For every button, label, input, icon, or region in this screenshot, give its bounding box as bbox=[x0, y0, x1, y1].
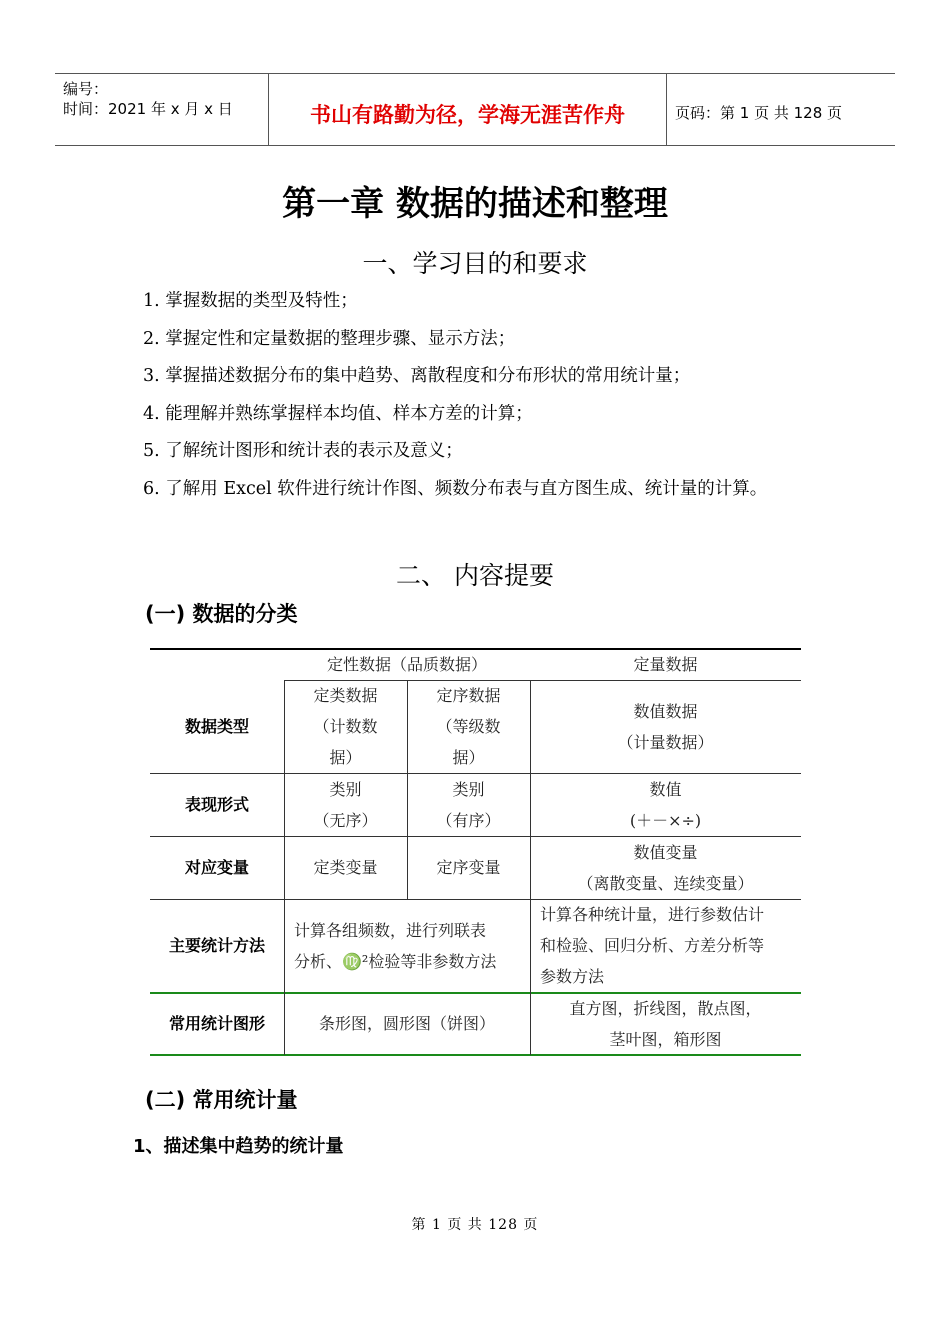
cell-line: (＋－×÷) bbox=[629, 810, 702, 830]
cell-line: 数值数据 bbox=[633, 701, 698, 721]
cell-line: 计算各种统计量，进行参数估计 bbox=[540, 905, 765, 924]
subsection-title-statistics: (二) 常用统计量 bbox=[145, 1088, 298, 1112]
cell-variable-ordinal: 定序变量 bbox=[436, 858, 501, 877]
page-header bbox=[55, 73, 895, 146]
cell-line: （有序） bbox=[436, 810, 501, 830]
cell-variable-numeric bbox=[530, 836, 801, 899]
cell-form-ordinal bbox=[407, 773, 530, 836]
cell-line: （无序） bbox=[313, 810, 378, 830]
row-header-form: 表现形式 bbox=[184, 795, 249, 814]
cell-line: 和检验、回归分析、方差分析等 bbox=[540, 936, 765, 955]
goal-item: 5. 了解统计图形和统计表的表示及意义； bbox=[143, 441, 463, 461]
cell-line: 分析、♍²检验等非参数方法 bbox=[294, 951, 497, 971]
cell-method-qualitative bbox=[284, 899, 530, 992]
doc-number-label: 编号： bbox=[63, 80, 109, 98]
page-footer: 第 1 页 共 128 页 bbox=[411, 1217, 539, 1233]
cell-graph-qualitative: 条形图，圆形图（饼图） bbox=[318, 1014, 495, 1033]
cell-line: 定序数据 bbox=[436, 686, 501, 705]
cell-line: 参数方法 bbox=[540, 967, 605, 986]
header-motto-cell bbox=[268, 74, 667, 145]
cell-line: 类别 bbox=[452, 779, 485, 799]
cell-line: 计算各组频数，进行列联表 bbox=[294, 920, 487, 940]
cell-line: 数值 bbox=[649, 779, 682, 799]
goals-list bbox=[143, 286, 767, 511]
cell-nominal-data bbox=[284, 680, 407, 773]
cell-form-nominal bbox=[284, 773, 407, 836]
row-header-method: 主要统计方法 bbox=[168, 936, 265, 955]
header-page-label: 页码：第 1 页 共 128 页 bbox=[675, 104, 843, 122]
data-type-table bbox=[150, 648, 801, 1056]
header-meta-cell bbox=[55, 74, 268, 145]
cell-line: 类别 bbox=[329, 779, 362, 799]
document-title: 第一章 数据的描述和整理 bbox=[282, 184, 668, 224]
cell-line: 茎叶图，箱形图 bbox=[609, 1029, 722, 1049]
row-header-graph: 常用统计图形 bbox=[168, 1014, 265, 1033]
cell-line: 据） bbox=[329, 748, 362, 767]
goal-item: 2. 掌握定性和定量数据的整理步骤、显示方法； bbox=[143, 328, 516, 349]
goal-item: 1. 掌握数据的类型及特性； bbox=[143, 291, 358, 311]
cell-variable-nominal: 定类变量 bbox=[313, 858, 378, 877]
row-header-variable: 对应变量 bbox=[184, 858, 249, 877]
cell-line: （离散变量、连续变量） bbox=[577, 873, 754, 893]
cell-ordinal-data bbox=[407, 680, 530, 773]
section-title-goals: 一、学习目的和要求 bbox=[362, 249, 588, 278]
cell-numeric-data bbox=[530, 680, 801, 773]
cell-line: （等级数 bbox=[436, 717, 501, 736]
cell-form-numeric bbox=[530, 773, 801, 836]
goal-item: 6. 了解用 Excel 软件进行统计作图、频数分布表与直方图生成、统计量的计算。 bbox=[143, 478, 768, 499]
heading-central-tendency: 1、描述集中趋势的统计量 bbox=[133, 1136, 344, 1157]
cell-line: 据） bbox=[452, 748, 485, 767]
cell-line: 定类数据 bbox=[313, 686, 378, 705]
cell-line: 数值变量 bbox=[633, 842, 698, 862]
row-header-data-type: 数据类型 bbox=[184, 717, 249, 736]
header-page-cell bbox=[667, 74, 895, 145]
cell-line: 直方图，折线图，散点图， bbox=[569, 998, 762, 1018]
subsection-title-data-types: (一) 数据的分类 bbox=[145, 602, 298, 626]
cell-line: （计数数 bbox=[313, 717, 378, 736]
cell-graph-numeric bbox=[530, 992, 801, 1055]
table-head-quantitative: 定量数据 bbox=[633, 654, 698, 674]
table-head-qualitative: 定性数据（品质数据） bbox=[326, 654, 487, 674]
cell-method-numeric bbox=[530, 899, 801, 992]
goal-item: 3. 掌握描述数据分布的集中趋势、离散程度和分布形状的常用统计量； bbox=[143, 366, 691, 386]
section-title-content: 二、 内容提要 bbox=[396, 561, 554, 590]
header-motto: 书山有路勤为径，学海无涯苦作舟 bbox=[310, 102, 625, 127]
doc-time-label: 时间：2021 年 x 月 x 日 bbox=[63, 100, 233, 118]
cell-line: （计量数据） bbox=[617, 732, 714, 752]
goal-item: 4. 能理解并熟练掌握样本均值、样本方差的计算； bbox=[143, 403, 533, 424]
